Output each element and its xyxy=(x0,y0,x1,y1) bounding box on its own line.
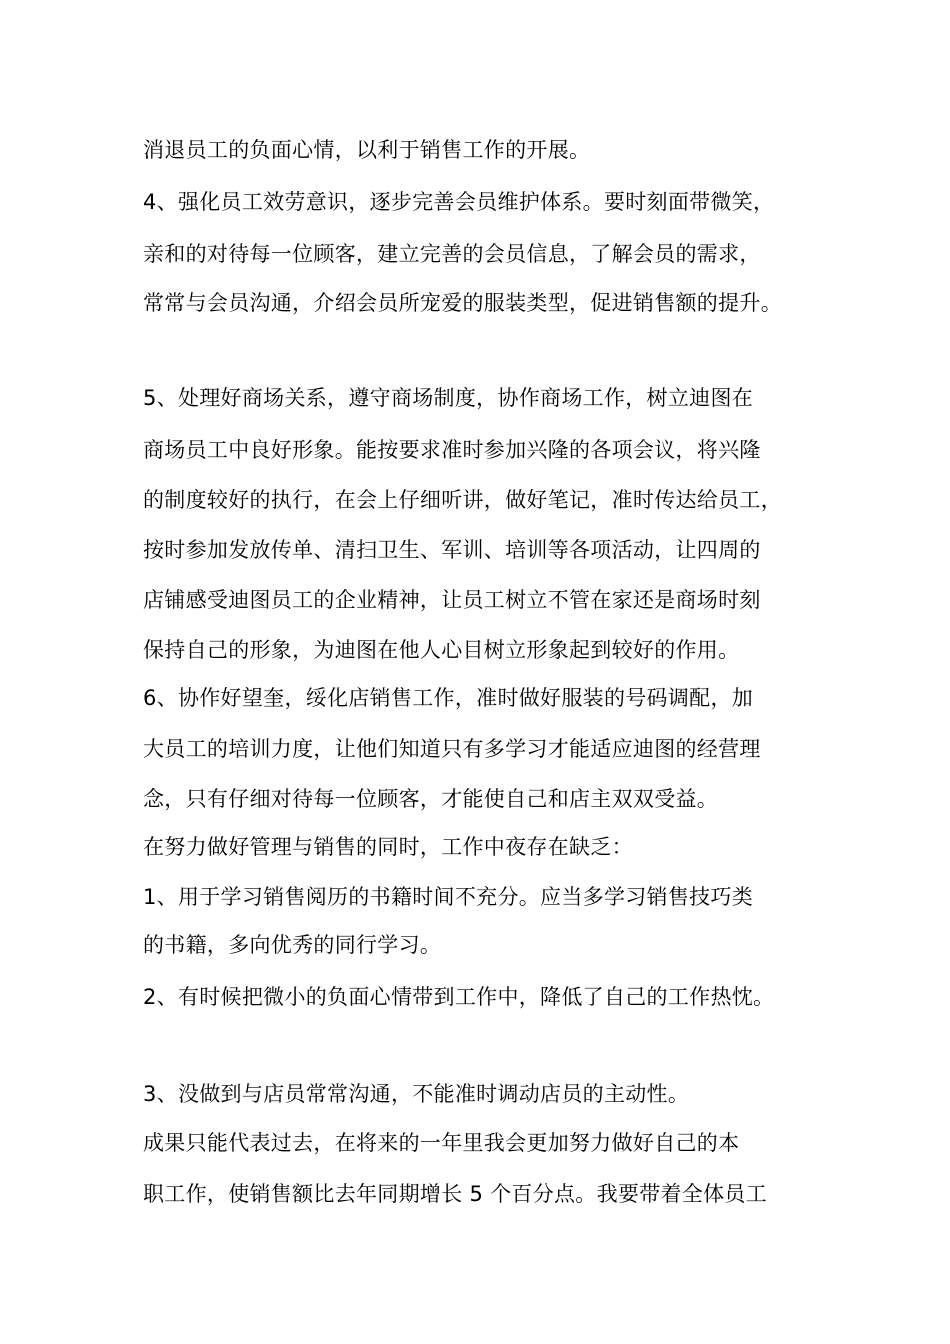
text-line: 按时参加发放传单、清扫卫生、军训、培训等各项活动，让四周的 xyxy=(143,538,761,562)
text-line: 亲和的对待每一位顾客，建立完善的会员信息，了解会员的需求， xyxy=(143,242,761,266)
text-line: 大员工的培训力度，让他们知道只有多学习才能适应迪图的经营理 xyxy=(143,737,761,761)
text-line: 保持自己的形象，为迪图在他人心目树立形象起到较好的作用。 xyxy=(143,638,740,662)
text-line: 成果只能代表过去，在将来的一年里我会更加努力做好自己的本 xyxy=(143,1131,740,1155)
text-line: 店铺感受迪图员工的企业精神，让员工树立不管在家还是商场时刻 xyxy=(143,588,761,612)
text-line: 商场员工中良好形象。能按要求准时参加兴隆的各项会议，将兴隆 xyxy=(143,438,761,462)
text-line: 1、用于学习销售阅历的书籍时间不充分。应当多学习销售技巧类 xyxy=(143,885,754,909)
text-line: 5、处理好商场关系，遵守商场制度，协作商场工作，树立迪图在 xyxy=(143,386,754,410)
text-line: 消退员工的负面心情，以利于销售工作的开展。 xyxy=(143,138,591,162)
text-line: 念，只有仔细对待每一位顾客，才能使自己和店主双双受益。 xyxy=(143,787,719,811)
text-line: 的书籍，多向优秀的同行学习。 xyxy=(143,933,442,957)
text-line: 2、有时候把微小的负面心情带到工作中，降低了自己的工作热忱。 xyxy=(143,985,775,1009)
text-line: 6、协作好望奎，绥化店销售工作，准时做好服装的号码调配，加 xyxy=(143,686,754,710)
text-line: 常常与会员沟通，介绍会员所宠爱的服装类型，促进销售额的提升。 xyxy=(143,291,782,315)
text-line: 3、没做到与店员常常沟通，不能准时调动店员的主动性。 xyxy=(143,1082,690,1106)
text-line: 的制度较好的执行，在会上仔细听讲，做好笔记，准时传达给员工， xyxy=(143,488,782,512)
text-line: 4、强化员工效劳意识，逐步完善会员维护体系。要时刻面带微笑， xyxy=(143,190,775,214)
text-line: 职工作，使销售额比去年同期增长 5 个百分点。我要带着全体员工 xyxy=(143,1182,768,1206)
text-line: 在努力做好管理与销售的同时，工作中夜存在缺乏： xyxy=(143,835,633,859)
